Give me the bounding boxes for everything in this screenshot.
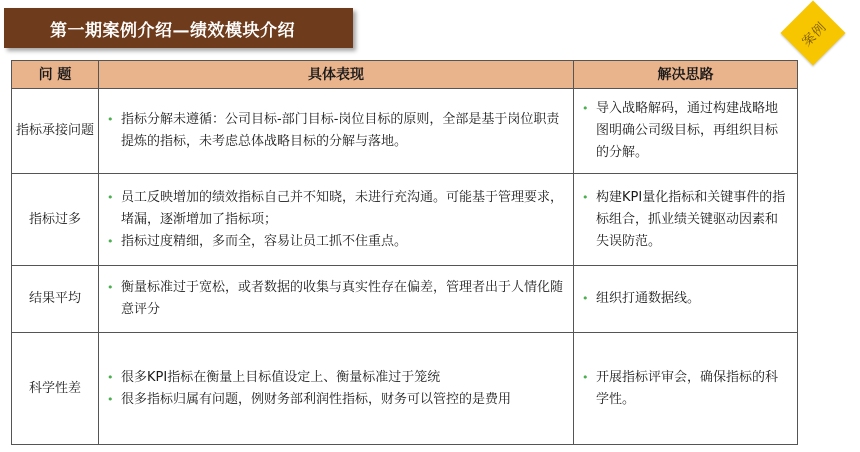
page-title [4, 8, 353, 48]
table-row [12, 333, 798, 445]
table-row [12, 89, 798, 174]
page-title-text: 第一期案例介绍—绩效模块介绍 [50, 20, 295, 41]
table-row [12, 174, 798, 266]
symptom-item: • 指标过度精细，多而全，容易让员工抓不住重点。 [105, 231, 565, 253]
symptom-item: • 很多KPI指标在衡量上目标值设定上、衡量标准过于笼统 [105, 367, 565, 389]
solution-item: • 导入战略解码，通过构建战略地图明确公司级目标，再组织目标的分解。 [580, 98, 789, 164]
symptoms-cell [99, 266, 574, 333]
issue-cell: 指标承接问题 [12, 89, 99, 174]
solution-item: • 构建KPI量化指标和关键事件的指标组合，抓业绩关键驱动因素和失误防范。 [580, 187, 789, 253]
issue-cell: 结果平均 [12, 266, 99, 333]
symptoms-cell [99, 174, 574, 266]
solution-item: • 开展指标评审会，确保指标的科学性。 [580, 367, 789, 411]
solutions-cell [574, 174, 798, 266]
solutions-cell [574, 266, 798, 333]
table-row [12, 266, 798, 333]
symptom-item: • 很多指标归属有问题，例财务部利润性指标，财务可以管控的是费用 [105, 389, 565, 411]
table-header-row [12, 61, 798, 89]
symptoms-cell [99, 333, 574, 445]
symptom-item: • 员工反映增加的绩效指标自己并不知晓，未进行充沟通。可能基于管理要求，堵漏，逐渐增加了指标项； [105, 187, 565, 231]
case-table [11, 60, 798, 445]
symptoms-cell [99, 89, 574, 174]
issue-cell: 指标过多 [12, 174, 99, 266]
symptom-item: • 指标分解未遵循：公司目标-部门目标-岗位目标的原则，全部是基于岗位职责提炼的指标，未考虑总体战略目标的分解与落地。 [105, 109, 565, 153]
solution-item: • 组织打通数据线。 [580, 288, 789, 310]
header-symptoms: 具体表现 [99, 61, 574, 89]
case-badge-label: 案例 [799, 19, 830, 50]
header-solutions: 解决思路 [574, 61, 798, 89]
solutions-cell [574, 333, 798, 445]
solutions-cell [574, 89, 798, 174]
issue-cell: 科学性差 [12, 333, 99, 445]
header-issue: 问 题 [12, 61, 99, 89]
symptom-item: • 衡量标准过于宽松，或者数据的收集与真实性存在偏差，管理者出于人情化随意评分 [105, 277, 565, 321]
